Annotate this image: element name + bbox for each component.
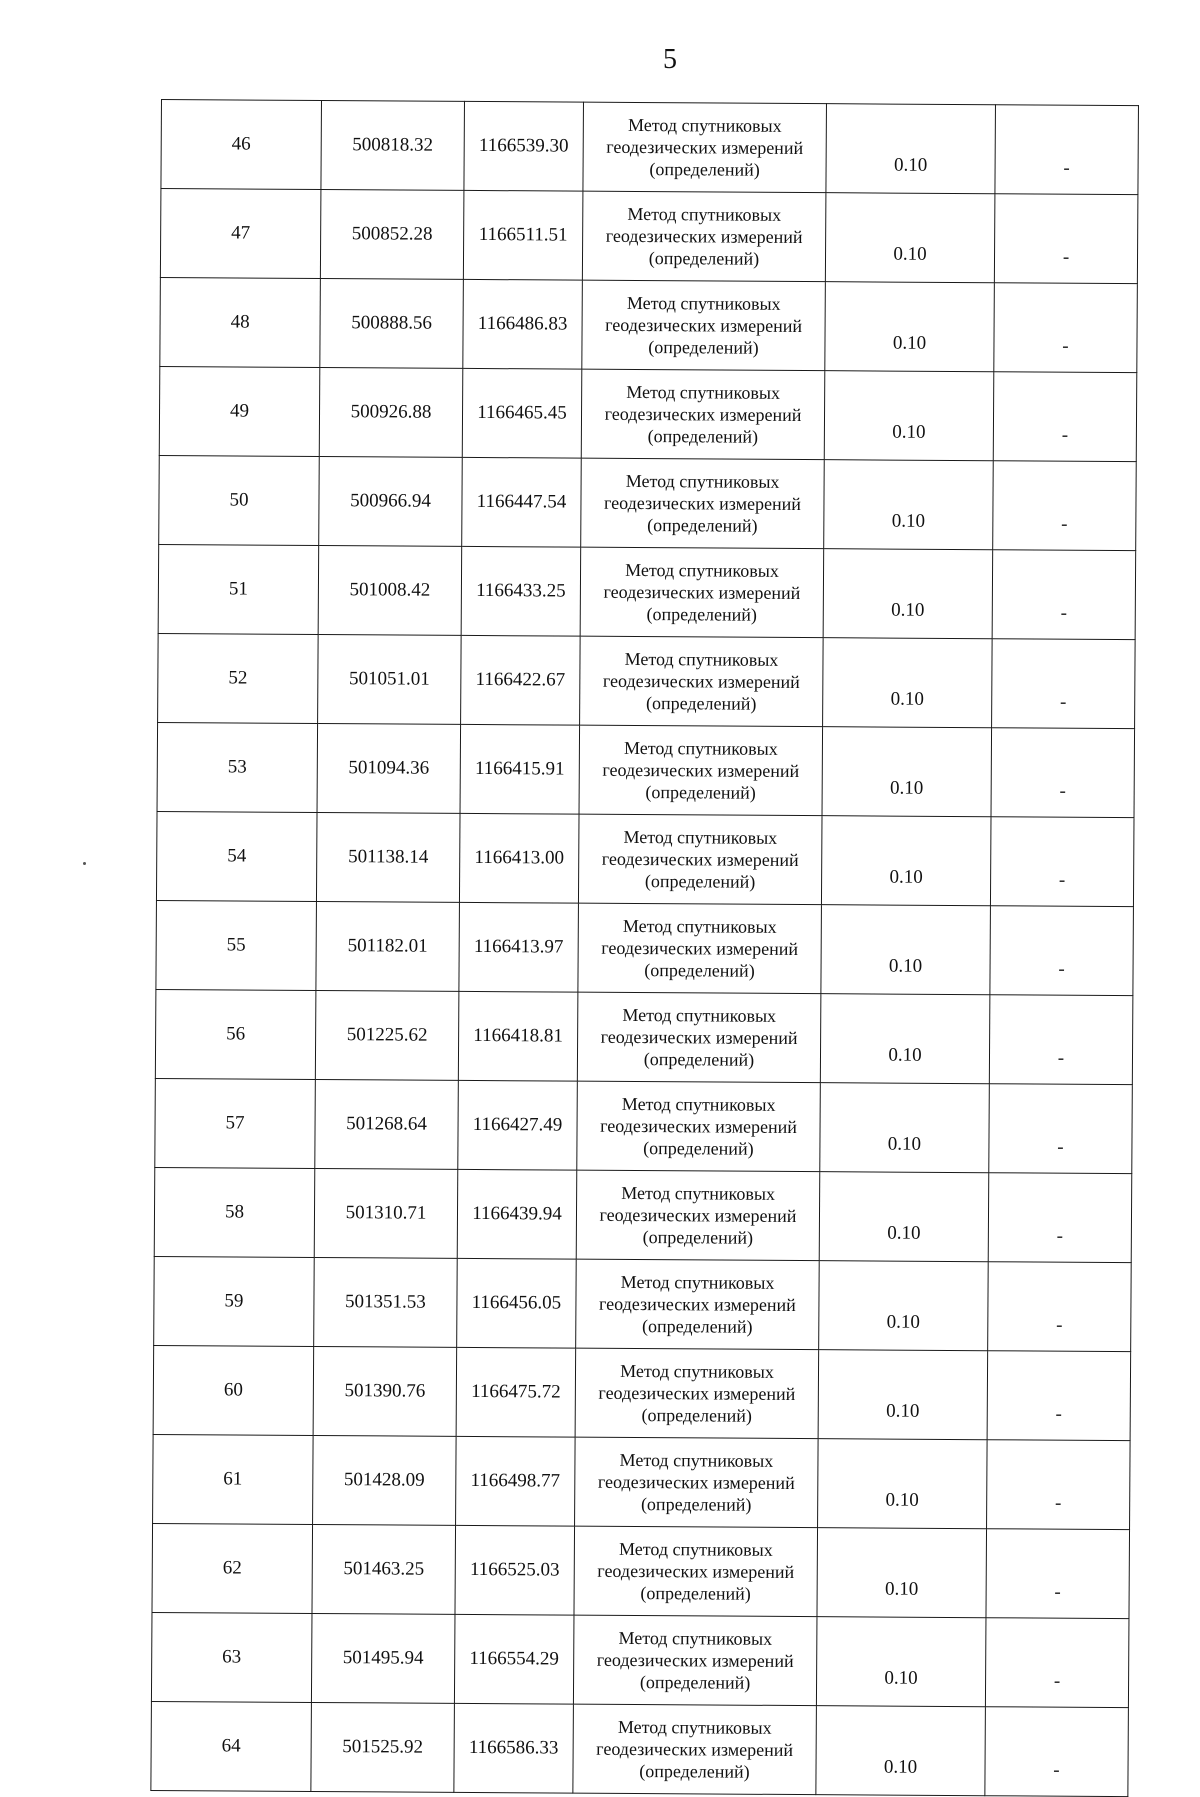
accuracy-cell: 0.10 bbox=[825, 193, 995, 283]
coordinate-x-cell: 500818.32 bbox=[321, 101, 465, 191]
coordinate-y-cell: 1166413.00 bbox=[459, 813, 579, 903]
coordinates-table-body bbox=[151, 100, 1139, 1797]
note-cell: - bbox=[994, 194, 1138, 284]
coordinate-y-cell: 1166586.33 bbox=[454, 1703, 574, 1793]
coordinate-y-cell: 1166433.25 bbox=[461, 546, 581, 636]
note-cell: - bbox=[992, 639, 1136, 729]
table-row bbox=[161, 100, 1139, 195]
coordinate-x-cell: 501008.42 bbox=[318, 545, 462, 635]
coordinate-y-cell: 1166427.49 bbox=[458, 1080, 578, 1170]
point-number-cell: 58 bbox=[154, 1167, 315, 1257]
table-row bbox=[159, 366, 1137, 461]
accuracy-cell: 0.10 bbox=[821, 816, 991, 906]
table-row bbox=[155, 989, 1133, 1084]
accuracy-cell: 0.10 bbox=[824, 460, 994, 550]
method-cell: Метод спутниковых геодезических измерений (определений) bbox=[579, 725, 823, 816]
method-cell: Метод спутниковых геодезических измерений (определений) bbox=[580, 547, 824, 638]
table-row bbox=[157, 722, 1135, 817]
point-number-cell: 62 bbox=[152, 1523, 313, 1613]
table-row bbox=[154, 1256, 1132, 1351]
coordinate-y-cell: 1166447.54 bbox=[462, 457, 582, 547]
accuracy-cell: 0.10 bbox=[826, 104, 996, 194]
table-row bbox=[156, 900, 1134, 995]
note-cell: - bbox=[992, 550, 1136, 640]
coordinate-x-cell: 501051.01 bbox=[318, 634, 462, 724]
accuracy-cell: 0.10 bbox=[816, 1617, 986, 1707]
accuracy-cell: 0.10 bbox=[819, 1261, 989, 1351]
coordinate-y-cell: 1166439.94 bbox=[457, 1169, 577, 1259]
method-cell: Метод спутниковых геодезических измерений (определений) bbox=[581, 458, 825, 549]
coordinate-x-cell: 500926.88 bbox=[319, 368, 463, 458]
note-cell: - bbox=[985, 1618, 1129, 1708]
coordinate-x-cell: 501310.71 bbox=[314, 1168, 458, 1258]
coordinate-y-cell: 1166456.05 bbox=[457, 1258, 577, 1348]
point-number-cell: 64 bbox=[151, 1701, 312, 1791]
table-row bbox=[154, 1167, 1132, 1262]
table-row bbox=[158, 544, 1136, 639]
coordinate-y-cell: 1166465.45 bbox=[462, 368, 582, 458]
coordinate-x-cell: 501182.01 bbox=[316, 901, 460, 991]
coordinates-table bbox=[150, 99, 1139, 1797]
method-cell: Метод спутниковых геодезических измерений (определений) bbox=[580, 636, 824, 727]
table-row bbox=[153, 1345, 1131, 1440]
method-cell: Метод спутниковых геодезических измерений (определений) bbox=[573, 1704, 817, 1795]
coordinate-x-cell: 500888.56 bbox=[320, 279, 464, 369]
coordinate-y-cell: 1166498.77 bbox=[456, 1436, 576, 1526]
coordinate-x-cell: 501351.53 bbox=[314, 1257, 458, 1347]
accuracy-cell: 0.10 bbox=[821, 905, 991, 995]
coordinate-y-cell: 1166554.29 bbox=[454, 1614, 574, 1704]
note-cell: - bbox=[988, 1173, 1132, 1263]
table-row bbox=[151, 1612, 1129, 1707]
accuracy-cell: 0.10 bbox=[825, 282, 995, 372]
accuracy-cell: 0.10 bbox=[818, 1350, 988, 1440]
table-row bbox=[160, 277, 1138, 372]
coordinate-y-cell: 1166415.91 bbox=[460, 724, 580, 814]
method-cell: Метод спутниковых геодезических измерений (определений) bbox=[578, 903, 822, 994]
method-cell: Метод спутниковых геодезических измерений (определений) bbox=[573, 1615, 817, 1706]
coordinate-x-cell: 501525.92 bbox=[311, 1702, 455, 1792]
accuracy-cell: 0.10 bbox=[818, 1439, 988, 1529]
coordinate-y-cell: 1166511.51 bbox=[463, 190, 583, 280]
accuracy-cell: 0.10 bbox=[820, 994, 990, 1084]
method-cell: Метод спутниковых геодезических измерений (определений) bbox=[575, 1348, 819, 1439]
note-cell: - bbox=[989, 995, 1133, 1085]
accuracy-cell: 0.10 bbox=[819, 1172, 989, 1262]
coordinate-y-cell: 1166475.72 bbox=[456, 1347, 576, 1437]
coordinate-y-cell: 1166422.67 bbox=[461, 635, 581, 725]
method-cell: Метод спутниковых геодезических измерений (определений) bbox=[582, 280, 826, 371]
coordinate-y-cell: 1166418.81 bbox=[458, 991, 578, 1081]
note-cell: - bbox=[991, 728, 1135, 818]
note-cell: - bbox=[987, 1440, 1131, 1530]
point-number-cell: 54 bbox=[156, 811, 317, 901]
coordinate-x-cell: 501463.25 bbox=[312, 1524, 456, 1614]
point-number-cell: 60 bbox=[153, 1345, 314, 1435]
note-cell: - bbox=[993, 372, 1137, 462]
note-cell: - bbox=[989, 1084, 1133, 1174]
accuracy-cell: 0.10 bbox=[816, 1706, 986, 1796]
method-cell: Метод спутниковых геодезических измерений (определений) bbox=[583, 102, 827, 193]
accuracy-cell: 0.10 bbox=[822, 727, 992, 817]
note-cell: - bbox=[990, 906, 1134, 996]
coordinate-x-cell: 501268.64 bbox=[315, 1079, 459, 1169]
method-cell: Метод спутниковых геодезических измерений (определений) bbox=[577, 1081, 821, 1172]
coordinate-y-cell: 1166486.83 bbox=[463, 279, 583, 369]
coordinate-x-cell: 500966.94 bbox=[319, 457, 463, 547]
page-number: 5 bbox=[663, 44, 677, 75]
point-number-cell: 52 bbox=[158, 633, 319, 723]
note-cell: - bbox=[985, 1707, 1129, 1797]
method-cell: Метод спутниковых геодезических измерений (определений) bbox=[576, 1259, 820, 1350]
method-cell: Метод спутниковых геодезических измерений (определений) bbox=[581, 369, 825, 460]
point-number-cell: 59 bbox=[154, 1256, 315, 1346]
coordinate-x-cell: 501390.76 bbox=[313, 1346, 457, 1436]
coordinate-x-cell: 500852.28 bbox=[320, 190, 464, 280]
accuracy-cell: 0.10 bbox=[817, 1528, 987, 1618]
accuracy-cell: 0.10 bbox=[820, 1083, 990, 1173]
note-cell: - bbox=[986, 1529, 1130, 1619]
point-number-cell: 53 bbox=[157, 722, 318, 812]
note-cell: - bbox=[990, 817, 1134, 907]
point-number-cell: 46 bbox=[161, 100, 322, 190]
table-row bbox=[156, 811, 1134, 906]
accuracy-cell: 0.10 bbox=[823, 638, 993, 728]
coordinate-x-cell: 501094.36 bbox=[317, 723, 461, 813]
table-row bbox=[151, 1701, 1129, 1796]
coordinate-x-cell: 501495.94 bbox=[311, 1613, 455, 1703]
note-cell: - bbox=[987, 1351, 1131, 1441]
scan-speck bbox=[83, 862, 86, 865]
method-cell: Метод спутниковых геодезических измерений (определений) bbox=[577, 992, 821, 1083]
table-row bbox=[153, 1434, 1131, 1529]
accuracy-cell: 0.10 bbox=[824, 371, 994, 461]
note-cell: - bbox=[988, 1262, 1132, 1352]
coordinate-y-cell: 1166539.30 bbox=[464, 101, 584, 191]
note-cell: - bbox=[994, 283, 1138, 373]
point-number-cell: 47 bbox=[160, 189, 321, 279]
point-number-cell: 61 bbox=[153, 1434, 314, 1524]
point-number-cell: 51 bbox=[158, 544, 319, 634]
method-cell: Метод спутниковых геодезических измерений (определений) bbox=[574, 1526, 818, 1617]
method-cell: Метод спутниковых геодезических измерений (определений) bbox=[578, 814, 822, 905]
note-cell: - bbox=[993, 461, 1137, 551]
point-number-cell: 55 bbox=[156, 900, 317, 990]
point-number-cell: 49 bbox=[159, 366, 320, 456]
point-number-cell: 56 bbox=[155, 989, 316, 1079]
table-row bbox=[159, 455, 1137, 550]
point-number-cell: 48 bbox=[160, 277, 321, 367]
coordinate-y-cell: 1166413.97 bbox=[459, 902, 579, 992]
note-cell: - bbox=[995, 105, 1139, 195]
table-row bbox=[158, 633, 1136, 728]
method-cell: Метод спутниковых геодезических измерений (определений) bbox=[576, 1170, 820, 1261]
accuracy-cell: 0.10 bbox=[823, 549, 993, 639]
point-number-cell: 50 bbox=[159, 455, 320, 545]
table-row bbox=[155, 1078, 1133, 1173]
table-row bbox=[160, 189, 1138, 284]
method-cell: Метод спутниковых геодезических измерений (определений) bbox=[575, 1437, 819, 1528]
coordinate-y-cell: 1166525.03 bbox=[455, 1525, 575, 1615]
coordinate-x-cell: 501225.62 bbox=[315, 990, 459, 1080]
point-number-cell: 63 bbox=[151, 1612, 312, 1702]
point-number-cell: 57 bbox=[155, 1078, 316, 1168]
coordinate-x-cell: 501138.14 bbox=[316, 812, 460, 902]
table-row bbox=[152, 1523, 1130, 1618]
coordinate-x-cell: 501428.09 bbox=[313, 1435, 457, 1525]
method-cell: Метод спутниковых геодезических измерений (определений) bbox=[582, 191, 826, 282]
